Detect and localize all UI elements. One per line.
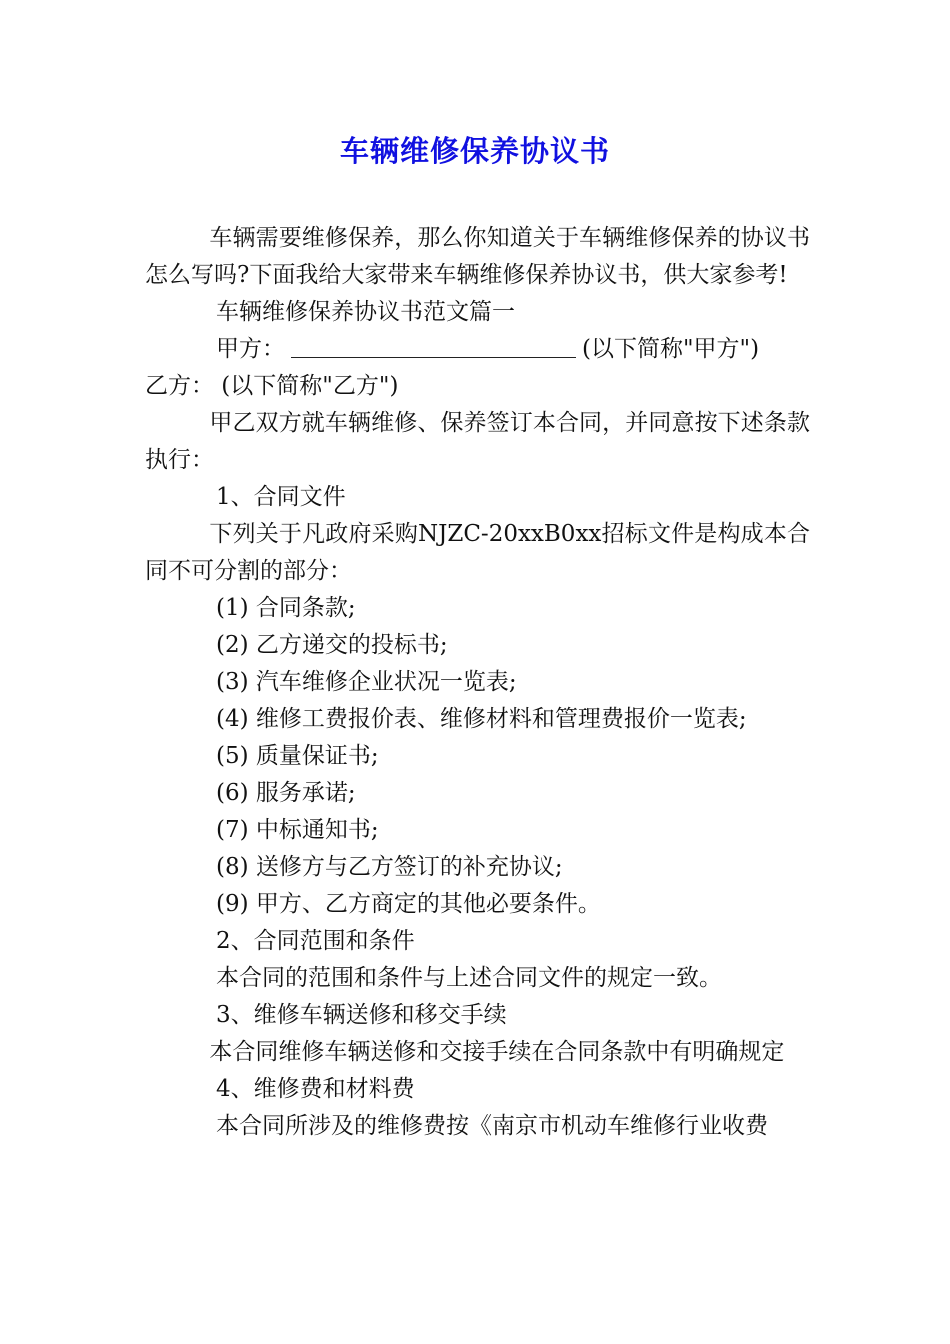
- document-body: [145, 220, 810, 1145]
- clause3-heading: 3、维修车辆送修和移交手续: [216, 1002, 507, 1028]
- clause1-item: (1) 合同条款;: [216, 595, 356, 621]
- clause1-item: (4) 维修工费报价表、维修材料和管理费报价一览表;: [216, 706, 747, 732]
- clause3-body: 本合同维修车辆送修和交接手续在合同条款中有明确规定: [209, 1039, 785, 1065]
- party-b-line: 乙方： (以下简称"乙方"): [145, 373, 399, 399]
- document-title: 车辆维修保养协议书: [339, 134, 610, 168]
- agreement-intro: 甲乙双方就车辆维修、保养签订本合同，并同意按下述条款执行：: [145, 410, 810, 473]
- party-a-line: [145, 331, 810, 368]
- party-a-blank: [291, 335, 576, 358]
- clause2-body: 本合同的范围和条件与上述合同文件的规定一致。: [216, 965, 722, 991]
- clause4-body: 本合同所涉及的维修费按《南京市机动车维修行业收费: [216, 1113, 768, 1139]
- clause1-body: 下列关于凡政府采购NJZC-20xxB0xx招标文件是构成本合同不可分割的部分：: [145, 521, 810, 584]
- intro-paragraph: 车辆需要维修保养，那么你知道关于车辆维修保养的协议书怎么写吗?下面我给大家带来车辆维修保养协议书，供大家参考!: [145, 225, 810, 288]
- party-a-label: 甲方：: [216, 336, 285, 362]
- clause1-item: (6) 服务承诺;: [216, 780, 356, 806]
- clause4-heading: 4、维修费和材料费: [216, 1076, 415, 1102]
- clause1-item: (5) 质量保证书;: [216, 743, 379, 769]
- clause1-heading: 1、合同文件: [216, 484, 346, 510]
- party-a-suffix: (以下简称"甲方"): [582, 336, 760, 362]
- clause1-item: (8) 送修方与乙方签订的补充协议;: [216, 854, 563, 880]
- clause1-item: (3) 汽车维修企业状况一览表;: [216, 669, 517, 695]
- clause1-item: (2) 乙方递交的投标书;: [216, 632, 448, 658]
- clause2-heading: 2、合同范围和条件: [216, 928, 415, 954]
- section-heading: 车辆维修保养协议书范文篇一: [216, 299, 515, 325]
- clause1-item: (7) 中标通知书;: [216, 817, 379, 843]
- clause1-item: (9) 甲方、乙方商定的其他必要条件。: [216, 891, 601, 917]
